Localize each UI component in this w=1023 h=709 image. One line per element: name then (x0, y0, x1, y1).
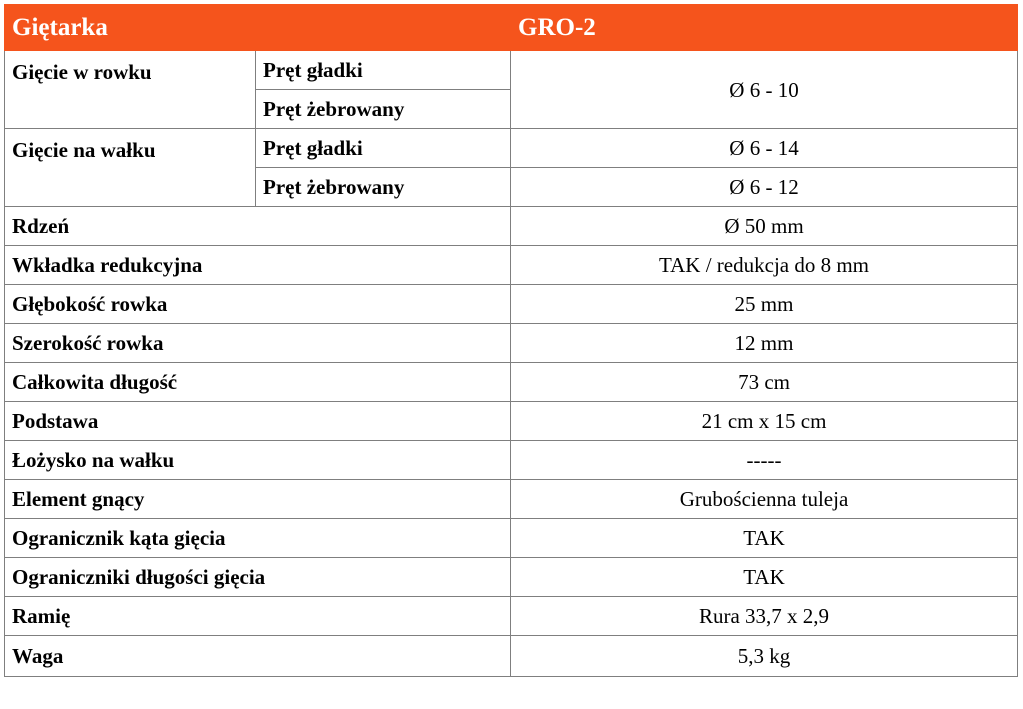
row-value: Grubościenna tuleja (511, 480, 1018, 519)
row-value: Ø 50 mm (511, 207, 1018, 246)
table-row (5, 363, 1018, 402)
table-row (5, 480, 1018, 519)
row-label: Gięcie na wałku (5, 129, 256, 207)
row-value: Ø 6 - 14 (511, 129, 1018, 168)
table-row (5, 129, 1018, 168)
header-model: GRO-2 (511, 5, 1018, 51)
row-value: ----- (511, 441, 1018, 480)
row-label: Całkowita długość (5, 363, 511, 402)
table-row (5, 519, 1018, 558)
row-label: Podstawa (5, 402, 511, 441)
row-label: Ogranicznik kąta gięcia (5, 519, 511, 558)
row-label: Rdzeń (5, 207, 511, 246)
table-row (5, 285, 1018, 324)
spec-table (4, 4, 1018, 677)
table-row (5, 324, 1018, 363)
row-value: Rura 33,7 x 2,9 (511, 597, 1018, 636)
spec-table-container (4, 4, 1018, 677)
row-label: Gięcie w rowku (5, 51, 256, 129)
row-value: 21 cm x 15 cm (511, 402, 1018, 441)
row-sublabel: Pręt żebrowany (256, 90, 511, 129)
row-label: Wkładka redukcyjna (5, 246, 511, 285)
row-label: Głębokość rowka (5, 285, 511, 324)
row-label: Waga (5, 636, 511, 677)
table-row (5, 51, 1018, 90)
table-row (5, 246, 1018, 285)
table-row (5, 558, 1018, 597)
row-value: 25 mm (511, 285, 1018, 324)
table-row (5, 207, 1018, 246)
row-value: TAK (511, 558, 1018, 597)
header-product-type: Giętarka (5, 5, 511, 51)
row-value: Ø 6 - 12 (511, 168, 1018, 207)
table-row (5, 402, 1018, 441)
table-header-row (5, 5, 1018, 51)
row-value: 12 mm (511, 324, 1018, 363)
row-value: 73 cm (511, 363, 1018, 402)
row-value: 5,3 kg (511, 636, 1018, 677)
table-row (5, 441, 1018, 480)
row-label: Łożysko na wałku (5, 441, 511, 480)
row-sublabel: Pręt gładki (256, 51, 511, 90)
row-sublabel: Pręt gładki (256, 129, 511, 168)
table-row (5, 597, 1018, 636)
row-label: Szerokość rowka (5, 324, 511, 363)
row-value: Ø 6 - 10 (511, 51, 1018, 129)
row-label: Ograniczniki długości gięcia (5, 558, 511, 597)
row-sublabel: Pręt żebrowany (256, 168, 511, 207)
row-value: TAK (511, 519, 1018, 558)
row-label: Element gnący (5, 480, 511, 519)
row-value: TAK / redukcja do 8 mm (511, 246, 1018, 285)
table-row (5, 636, 1018, 677)
row-label: Ramię (5, 597, 511, 636)
